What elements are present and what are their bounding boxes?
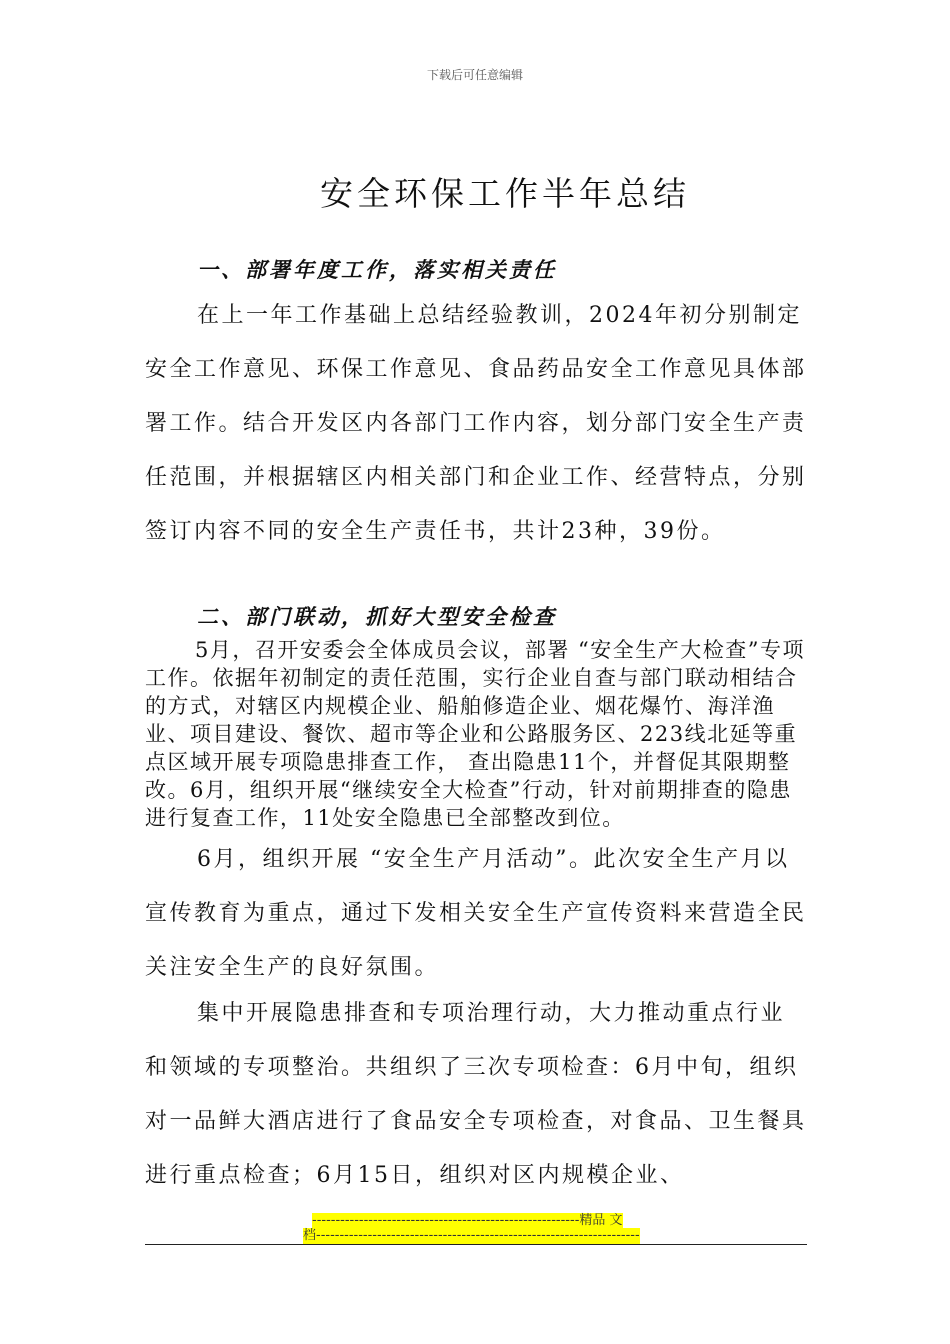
section-2-paragraph-2: 6月，组织开展 “安全生产月活动”。此次安全生产月以宣传教育为重点，通过下发相关安全生产宣传资料来营造全民关注安全生产的良好氛围。 bbox=[145, 847, 807, 980]
document-title: 安全环保工作半年总结 bbox=[320, 174, 690, 213]
section-1-paragraph: 在上一年工作基础上总结经验教训，2024年初分别制定安全工作意见、环保工作意见、食品药品安全工作意见具体部署工作。结合开发区内各部门工作内容，划分部门安全生产责任范围，并根据辖区内相关部门和企业工作、经营特点，分别签订内容不同的安全生产责任书，共计23种，39份。 bbox=[145, 303, 807, 544]
footer-watermark-line-1: ---------------------------------------------------------精品 文 bbox=[312, 1213, 623, 1228]
section-1-heading: 一、部署年度工作，落实相关责任 bbox=[197, 257, 557, 282]
footer-watermark-line-2: 档--------------------------------------------------------------------- bbox=[303, 1228, 640, 1243]
section-2-paragraph-3: 集中开展隐患排查和专项治理行动，大力推动重点行业和领域的专项整治。共组织了三次专项检查：6月中旬，组织对一品鲜大酒店进行了食品安全专项检查，对食品、卫生餐具进行重点检查；6月15日，组织对区内规模企业、 bbox=[145, 1001, 807, 1188]
header-note: 下载后可任意编辑 bbox=[426, 68, 523, 82]
section-2-heading: 二、部门联动，抓好大型安全检查 bbox=[197, 604, 557, 629]
footer-divider bbox=[145, 1244, 807, 1245]
section-2-paragraph-1: 5月，召开安委会全体成员会议，部署 “安全生产大检查”专项工作。依据年初制定的责任范围，实行企业自查与部门联动相结合的方式，对辖区内规模企业、船舶修造企业、烟花爆竹、海洋渔业、项目建设、餐饮、超市等企业和公路服务区、223线北延等重点区域开展专项隐患排查工作， 查出隐患11个，并督促其限期整改。6月，组织开展“继续安全大检查”行动，针对前期排查的隐患进行复查工作，11处安全隐患已全部整改到位。 bbox=[145, 638, 806, 830]
